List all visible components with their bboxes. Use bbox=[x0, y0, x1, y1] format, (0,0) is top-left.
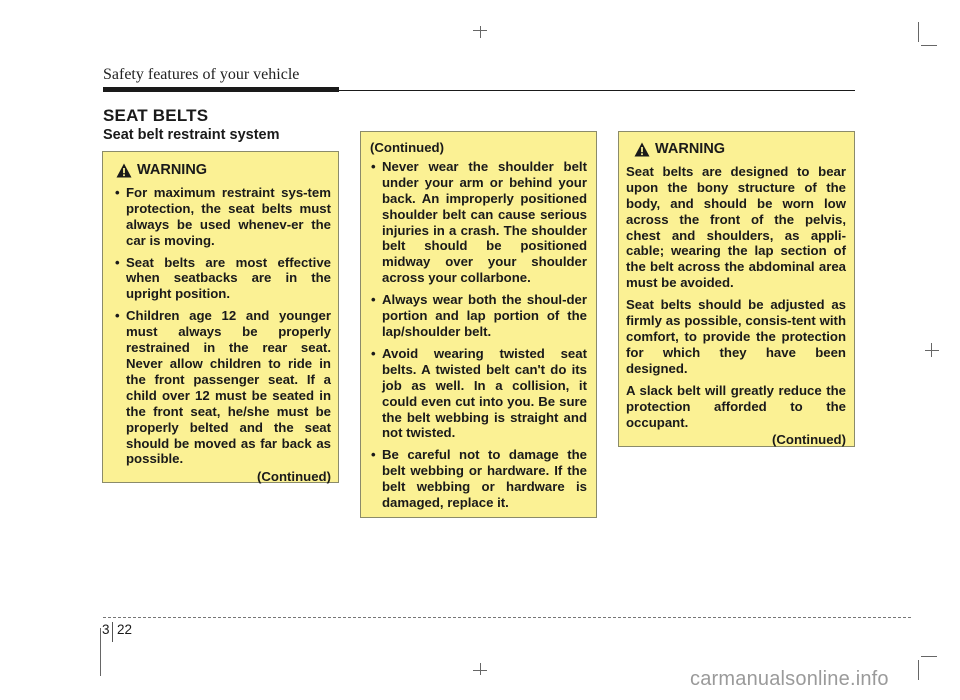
warning-box-continued bbox=[360, 131, 597, 518]
continued-note: (Continued) bbox=[257, 469, 331, 485]
page-number-divider bbox=[112, 622, 113, 642]
crop-mark bbox=[473, 670, 487, 671]
list-item: • Never wear the shoulder belt under your arm or behind your back. An improperly positioned shoulder belt can cause serious injuries in a crash. The shoulder belt should be positioned midway over your shoulder across your collarbone. bbox=[370, 159, 587, 286]
list-item: • Seat belts are most effective when seatbacks are in the upright position. bbox=[114, 255, 331, 303]
warning-paragraph: Seat belts should be adjusted as firmly as possible, consis-tent with comfort, to provide the protection for which they have been designed. bbox=[626, 297, 846, 376]
section-title: SEAT BELTS bbox=[103, 106, 209, 125]
crop-mark bbox=[921, 656, 937, 657]
crop-mark bbox=[480, 663, 481, 675]
list-item: • Always wear both the shoul-der portion and lap portion of the lap/shoulder belt. bbox=[370, 292, 587, 340]
warning-heading bbox=[116, 163, 331, 179]
crop-mark bbox=[918, 22, 919, 42]
continued-label: (Continued) bbox=[370, 140, 444, 155]
footer-rule bbox=[103, 617, 911, 618]
section-number: 3 bbox=[102, 622, 110, 637]
subsection-title: Seat belt restraint system bbox=[103, 127, 280, 143]
crop-mark bbox=[918, 660, 919, 680]
warning-box-restraint bbox=[102, 151, 339, 483]
crop-mark bbox=[925, 350, 939, 351]
warning-list bbox=[114, 185, 331, 467]
list-item: • Avoid wearing twisted seat belts. A twisted belt can't do its job as well. In a collision, it could even cut into you. Be sure the belt webbing is straight and not twisted. bbox=[370, 346, 587, 441]
running-header: Safety features of your vehicle bbox=[103, 66, 300, 83]
watermark: carmanualsonline.info bbox=[690, 668, 889, 690]
warning-paragraph: Seat belts are designed to bear upon the bony structure of the body, and should be worn low across the front of the pelvis, chest and shoulders, as appli-cable; wearing the lap section of the belt across the abdominal area must be avoided. bbox=[626, 163, 846, 291]
list-item: • For maximum restraint sys-tem protection, the seat belts must always be used whenev-er the car is moving. bbox=[114, 185, 331, 249]
warning-paragraph: A slack belt will greatly reduce the protection afforded to the occupant. bbox=[626, 382, 846, 430]
crop-mark bbox=[931, 343, 932, 357]
list-item: • Children age 12 and younger must always be properly restrained in the rear seat. Never allow children to ride in the front passenger seat. If a child over 12 must be seated in the front seat, he/she must be properly belted and the seat should be moved as far back as possible. bbox=[114, 308, 331, 467]
warning-list bbox=[370, 159, 587, 511]
header-rule-thin bbox=[339, 90, 855, 91]
warning-heading bbox=[634, 142, 846, 158]
header-rule bbox=[103, 87, 339, 92]
warning-box-belt-position bbox=[618, 131, 855, 447]
page-number: 22 bbox=[117, 622, 133, 637]
warning-triangle-icon bbox=[116, 163, 132, 178]
warning-triangle-icon bbox=[634, 142, 650, 157]
continued-note: (Continued) bbox=[772, 432, 846, 448]
warning-label: WARNING bbox=[137, 162, 208, 178]
crop-mark bbox=[921, 45, 937, 46]
crop-mark bbox=[473, 30, 487, 31]
crop-mark bbox=[480, 26, 481, 38]
list-item: • Be careful not to damage the belt webbing or hardware. If the belt webbing or hardware is damaged, replace it. bbox=[370, 447, 587, 511]
warning-label: WARNING bbox=[655, 141, 726, 157]
crop-mark bbox=[100, 628, 101, 676]
